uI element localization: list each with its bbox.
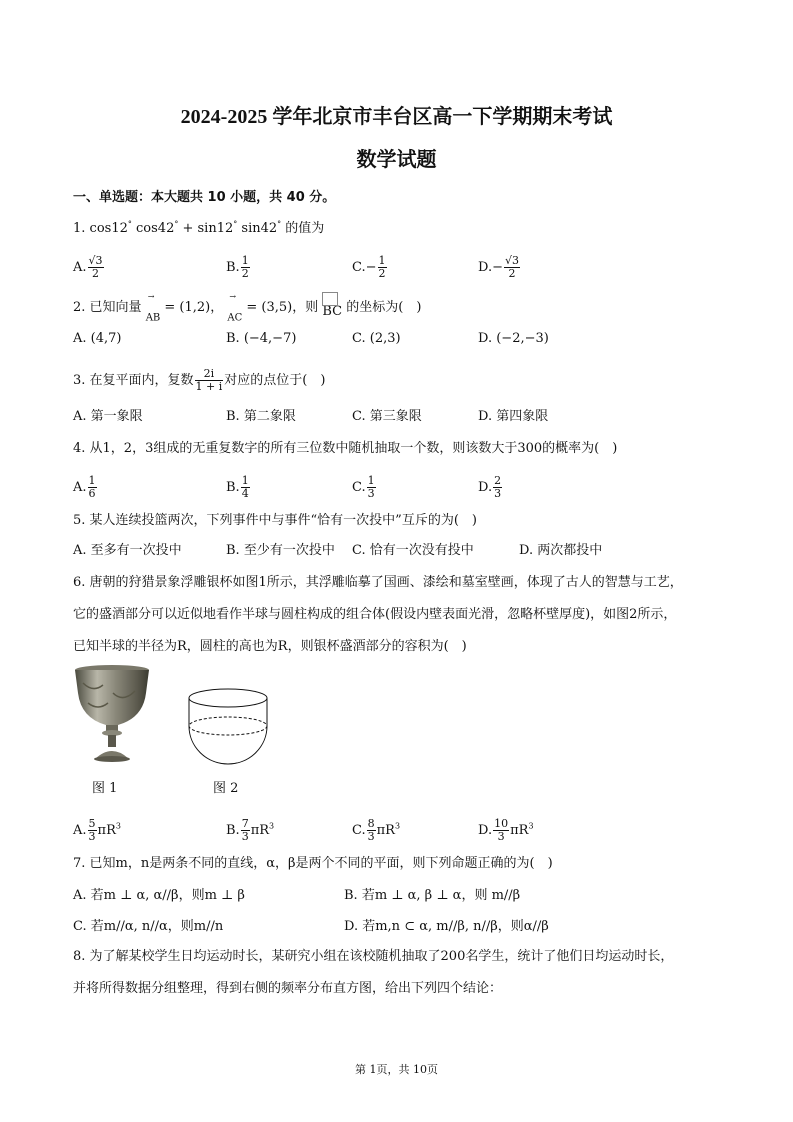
fraction: [88, 475, 97, 500]
q1-deg-c: °: [233, 219, 238, 229]
option-label: A.: [73, 260, 87, 275]
option-label: C.: [352, 823, 366, 838]
fraction: [88, 255, 104, 280]
fraction: [493, 818, 509, 843]
option-sign: −: [492, 260, 503, 275]
q1-option-a[interactable]: [73, 255, 105, 280]
fraction-numerator: 2: [494, 474, 502, 487]
fraction: [493, 475, 502, 500]
q6-option-a[interactable]: [73, 818, 121, 843]
fraction-numerator: 7: [241, 817, 249, 830]
q1-deg-b: °: [174, 219, 179, 229]
vector-ac-label: AC: [227, 312, 243, 324]
q3-option-a[interactable]: A. 第一象限: [73, 409, 143, 424]
fraction-denominator: 4: [241, 487, 249, 500]
fraction-numerator: 8: [367, 817, 375, 830]
option-label: D.: [478, 480, 493, 495]
q3-option-d[interactable]: D. 第四象限: [478, 409, 549, 424]
fraction-denominator: 2: [378, 267, 386, 280]
section-heading: 一、单选题：本大题共 10 小题，共 40 分。: [73, 190, 336, 205]
option-label: C.: [352, 480, 366, 495]
q7-option-a[interactable]: A. 若m ⊥ α, α//β，则m ⊥ β: [73, 888, 245, 903]
q1-term-d: sin42: [241, 221, 278, 236]
pi-r: πR: [250, 823, 270, 838]
fraction: [367, 818, 376, 843]
q1-option-c[interactable]: [352, 255, 388, 280]
option-label: B.: [226, 823, 240, 838]
exponent: 3: [269, 821, 275, 831]
fraction-denominator: 2: [92, 267, 100, 280]
silver-cup-photo: [73, 663, 151, 763]
fraction-denominator: 3: [367, 487, 375, 500]
pi-r: πR: [510, 823, 529, 838]
q2-option-d[interactable]: D. (−2,−3): [478, 331, 549, 346]
fraction: [241, 255, 250, 280]
question-8-line-2: 并将所得数据分组整理，得到右侧的频率分布直方图，给出下列四个结论：: [73, 981, 503, 996]
fraction-numerator: 1: [241, 254, 249, 267]
q7-option-b[interactable]: B. 若m ⊥ α, β ⊥ α，则 m//β: [344, 888, 521, 903]
exponent: 3: [394, 821, 401, 831]
vector-placeholder: [322, 292, 338, 306]
option-label: A.: [73, 823, 87, 838]
option-label: D.: [478, 260, 493, 275]
vector-ab: [145, 292, 161, 324]
option-label: D.: [478, 823, 493, 838]
hemisphere-cylinder-figure: [184, 686, 272, 766]
vector-ab-label: AB: [145, 312, 161, 324]
q4-option-c[interactable]: [352, 475, 377, 500]
fraction-denominator: 2: [241, 267, 249, 280]
q1-deg-a: °: [127, 219, 132, 229]
q2-ac-value: = (3,5)，则: [246, 300, 319, 315]
question-3: [73, 368, 325, 393]
question-1: [73, 217, 324, 236]
vector-arrow: →: [147, 292, 155, 301]
q1-tail: 的值为: [285, 221, 325, 236]
q7-option-c[interactable]: C. 若m//α, n//α，则m//n: [73, 919, 224, 934]
q2-text: 2. 已知向量: [73, 300, 142, 315]
fraction-denominator: 3: [241, 830, 249, 843]
q1-option-d[interactable]: [478, 255, 521, 280]
fraction-denominator: 3: [88, 830, 96, 843]
q4-option-d[interactable]: [478, 475, 503, 500]
question-7: 7. 已知m，n是两条不同的直线，α，β是两个不同的平面，则下列命题正确的为( ): [73, 856, 553, 871]
option-label: B.: [226, 480, 240, 495]
q5-option-b[interactable]: B. 至少有一次投中: [226, 543, 335, 558]
fraction-numerator: 2i: [195, 368, 224, 381]
q1-term-b: cos42: [136, 221, 175, 236]
page-footer: 第 1页，共 10页: [355, 1063, 438, 1076]
q1-term-a: cos12: [89, 221, 128, 236]
q7-option-d[interactable]: D. 若m,n ⊂ α, m//β, n//β，则α//β: [344, 919, 549, 934]
fraction-numerator: √3: [88, 254, 103, 267]
q4-option-a[interactable]: [73, 475, 98, 500]
question-2: [73, 292, 422, 324]
exponent: 3: [115, 821, 121, 831]
question-6-line-1: 6. 唐朝的狩猎景象浮雕银杯如图1所示，其浮雕临摹了国画、漆绘和墓室壁画，体现了古人的智慧与工艺，: [73, 575, 683, 590]
fraction-numerator: 1: [88, 474, 96, 487]
pi-r: πR: [97, 823, 116, 838]
q1-option-b[interactable]: [226, 255, 251, 280]
option-label: C.: [352, 260, 366, 275]
q6-option-c[interactable]: [352, 818, 400, 843]
q2-tail: 的坐标为( ): [346, 300, 422, 315]
option-label: A.: [73, 480, 87, 495]
option-sign: −: [365, 260, 377, 275]
q3-option-c[interactable]: C. 第三象限: [352, 409, 422, 424]
vector-bc-label: BC: [322, 304, 343, 319]
q5-option-c[interactable]: C. 恰有一次没有投中: [352, 543, 474, 558]
fraction: [504, 255, 520, 280]
fraction-denominator: 3: [494, 487, 502, 500]
q2-ab-value: = (1,2)，: [164, 300, 224, 315]
question-6-line-2: 它的盛酒部分可以近似地看作半球与圆柱构成的组合体(假设内壁表面光滑，忽略杯壁厚度)，如图2所示，: [73, 607, 677, 622]
q3-fraction: [195, 368, 224, 393]
q6-option-d[interactable]: [478, 818, 534, 843]
fraction-numerator: 1: [241, 474, 249, 487]
fraction-denominator: 1 + i: [195, 380, 223, 393]
q3-tail: 对应的点位于( ): [224, 373, 326, 388]
q1-term-c: + sin12: [182, 221, 234, 236]
question-5: 5. 某人连续投篮两次，下列事件中与事件“恰有一次投中”互斥的为( ): [73, 513, 477, 528]
fraction-numerator: √3: [505, 254, 520, 267]
fraction-numerator: 10: [494, 817, 509, 830]
fraction-numerator: 5: [88, 817, 96, 830]
q3-option-b[interactable]: B. 第二象限: [226, 409, 296, 424]
vector-bc: [322, 304, 342, 319]
q2-option-b[interactable]: B. (−4,−7): [226, 331, 297, 346]
fraction-numerator: 1: [367, 474, 375, 487]
vector-ac: [227, 292, 243, 324]
question-8-line-1: 8. 为了解某校学生日均运动时长，某研究小组在该校随机抽取了200名学生，统计了他们日均运动时长，: [73, 949, 674, 964]
fraction-denominator: 2: [508, 267, 516, 280]
q5-option-a[interactable]: A. 至多有一次投中: [73, 543, 182, 558]
fraction: [241, 818, 250, 843]
figure-1-caption: 图 1: [92, 781, 118, 796]
option-label: B.: [226, 260, 240, 275]
exponent: 3: [528, 821, 534, 831]
q1-number: 1.: [73, 221, 86, 236]
q4-option-b[interactable]: [226, 475, 251, 500]
fraction: [378, 255, 387, 280]
q6-option-b[interactable]: [226, 818, 274, 843]
fraction-numerator: 1: [378, 254, 386, 267]
q3-text: 3. 在复平面内，复数: [73, 373, 194, 388]
vector-arrow: →: [229, 292, 237, 301]
q2-option-a[interactable]: A. (4,7): [73, 331, 122, 346]
q1-deg-d: °: [277, 219, 282, 229]
fraction-denominator: 3: [367, 830, 375, 843]
q5-option-d[interactable]: D. 两次都投中: [519, 543, 603, 558]
figure-2-caption: 图 2: [213, 781, 239, 796]
page-title: 2024-2025 学年北京市丰台区高一下学期期末考试: [180, 106, 613, 128]
question-4: 4. 从1，2，3组成的无重复数字的所有三位数中随机抽取一个数，则该数大于300的概率为( ): [73, 441, 618, 456]
fraction-denominator: 3: [497, 830, 505, 843]
fraction-denominator: 6: [88, 487, 96, 500]
pi-r: πR: [376, 823, 395, 838]
question-6-line-3: 已知半球的半径为R，圆柱的高也为R，则银杯盛酒部分的容积为( ): [73, 639, 467, 654]
fraction: [367, 475, 376, 500]
fraction: [88, 818, 97, 843]
fraction: [241, 475, 250, 500]
page-subtitle: 数学试题: [356, 149, 437, 171]
q2-option-c[interactable]: C. (2,3): [352, 331, 401, 346]
